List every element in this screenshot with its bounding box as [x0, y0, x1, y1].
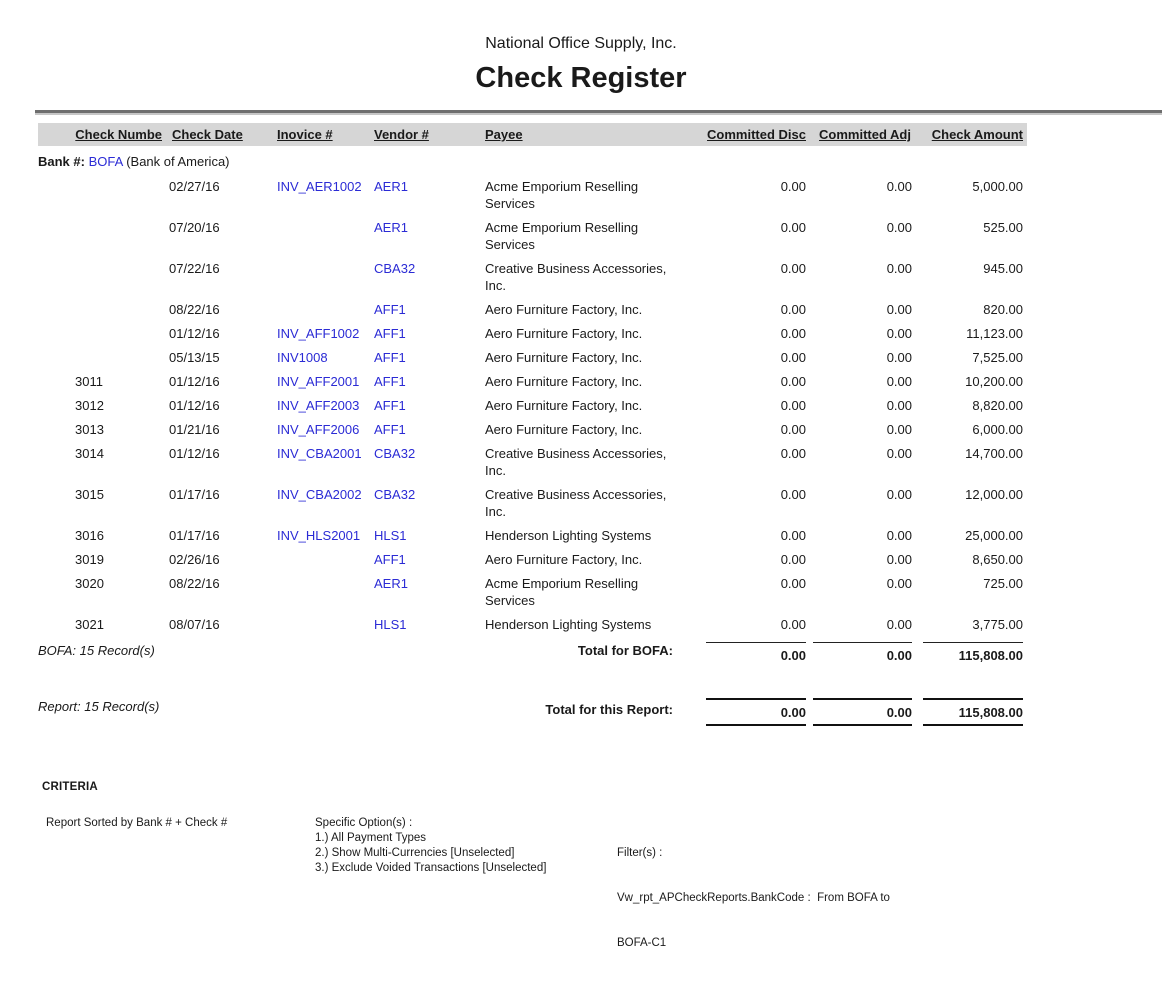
check-amount-cell: 7,525.00	[972, 350, 1023, 365]
invoice-link[interactable]: INV_CBA2002	[277, 487, 362, 502]
committed-disc-cell: 0.00	[780, 326, 806, 341]
vendor-link[interactable]: AFF1	[374, 374, 406, 389]
committed-adj-cell: 0.00	[886, 179, 912, 194]
vendor-link[interactable]: AFF1	[374, 302, 406, 317]
committed-adj-cell: 0.00	[886, 528, 912, 543]
vendor-link[interactable]: AFF1	[374, 350, 406, 365]
committed-adj-cell: 0.00	[886, 220, 912, 235]
header-invoice: Inovice #	[277, 127, 333, 142]
committed-adj-cell: 0.00	[886, 374, 912, 389]
header-check-date: Check Date	[172, 127, 243, 142]
table-row	[38, 612, 1027, 636]
table-body	[38, 174, 1027, 636]
bank-group-row	[38, 146, 1027, 174]
option-line: 1.) All Payment Types	[315, 832, 427, 844]
bank-name: (Bank of America)	[126, 154, 230, 169]
check-date-cell: 02/27/16	[169, 179, 220, 194]
committed-disc-cell: 0.00	[780, 179, 806, 194]
vendor-link[interactable]: AER1	[374, 220, 408, 235]
check-number-cell: 3020	[75, 576, 104, 591]
check-amount-cell: 525.00	[983, 220, 1023, 235]
vendor-link[interactable]: AFF1	[374, 326, 406, 341]
table-row	[38, 256, 1027, 297]
check-number-cell: 3021	[75, 617, 104, 632]
invoice-link[interactable]: INV1008	[277, 350, 328, 365]
report-total-row	[38, 694, 1027, 729]
check-amount-cell: 8,820.00	[972, 398, 1023, 413]
criteria-options	[315, 816, 617, 981]
check-amount-cell: 820.00	[983, 302, 1023, 317]
filters-title: Filter(s) :	[617, 847, 663, 859]
group-record-count: BOFA: 15 Record(s)	[38, 643, 155, 658]
vendor-link[interactable]: HLS1	[374, 528, 407, 543]
check-number-cell	[38, 297, 168, 321]
criteria-filters	[617, 816, 937, 981]
group-total-label: Total for BOFA:	[577, 643, 673, 658]
vendor-link[interactable]: HLS1	[374, 617, 407, 632]
check-amount-cell: 11,123.00	[966, 326, 1023, 341]
check-date-cell: 01/21/16	[169, 422, 220, 437]
payee-cell: Aero Furniture Factory, Inc.	[485, 398, 643, 413]
committed-disc-cell: 0.00	[780, 617, 806, 632]
vendor-link[interactable]: CBA32	[374, 261, 416, 276]
check-date-cell: 01/12/16	[169, 374, 220, 389]
table-row	[38, 369, 1027, 393]
payee-cell: Henderson Lighting Systems	[485, 617, 652, 632]
check-amount-cell: 945.00	[983, 261, 1023, 276]
header-check-number: Check Numbe	[75, 127, 162, 142]
option-line: 2.) Show Multi-Currencies [Unselected]	[315, 847, 515, 859]
payee-cell: Aero Furniture Factory, Inc.	[485, 302, 643, 317]
check-date-cell: 01/17/16	[169, 528, 220, 543]
header-committed-disc: Committed Disc	[707, 127, 806, 142]
group-total-row	[38, 636, 1027, 667]
invoice-link[interactable]: INV_HLS2001	[277, 528, 361, 543]
committed-disc-cell: 0.00	[780, 552, 806, 567]
check-number-cell: 3011	[75, 374, 103, 389]
vendor-link[interactable]: AFF1	[374, 398, 406, 413]
check-date-cell: 01/17/16	[169, 487, 220, 502]
check-amount-cell: 10,200.00	[965, 374, 1023, 389]
table-row	[38, 571, 1027, 612]
group-total-committed-disc: 0.00	[706, 642, 806, 664]
committed-disc-cell: 0.00	[780, 528, 806, 543]
invoice-link[interactable]: INV_AFF2001	[277, 374, 360, 389]
check-amount-cell: 725.00	[983, 576, 1023, 591]
committed-adj-cell: 0.00	[886, 302, 912, 317]
committed-disc-cell: 0.00	[780, 302, 806, 317]
vendor-link[interactable]: AER1	[374, 576, 408, 591]
table-row	[38, 321, 1027, 345]
check-date-cell: 08/07/16	[169, 617, 220, 632]
committed-adj-cell: 0.00	[886, 398, 912, 413]
payee-cell: Aero Furniture Factory, Inc.	[485, 552, 643, 567]
table-row	[38, 547, 1027, 571]
header-committed-adj: Committed Adj	[819, 127, 911, 142]
committed-adj-cell: 0.00	[886, 261, 912, 276]
title-divider	[35, 110, 1162, 115]
group-total-check-amount: 115,808.00	[923, 642, 1023, 664]
payee-cell: Aero Furniture Factory, Inc.	[485, 422, 643, 437]
company-name: National Office Supply, Inc.	[485, 35, 677, 52]
check-amount-cell: 14,700.00	[965, 446, 1023, 461]
check-number-cell	[38, 256, 168, 297]
payee-cell: Aero Furniture Factory, Inc.	[485, 374, 643, 389]
payee-cell: Aero Furniture Factory, Inc.	[485, 326, 643, 341]
committed-disc-cell: 0.00	[780, 446, 806, 461]
payee-cell: Creative Business Accessories, Inc.	[485, 446, 667, 478]
table-row	[38, 417, 1027, 441]
payee-cell: Aero Furniture Factory, Inc.	[485, 350, 643, 365]
invoice-link[interactable]: INV_AFF2003	[277, 398, 360, 413]
check-number-cell: 3013	[75, 422, 104, 437]
report-total-committed-disc: 0.00	[706, 698, 806, 726]
committed-disc-cell: 0.00	[780, 374, 806, 389]
table-row	[38, 345, 1027, 369]
check-date-cell: 02/26/16	[169, 552, 220, 567]
check-number-cell	[38, 174, 168, 215]
committed-disc-cell: 0.00	[780, 350, 806, 365]
table-row	[38, 393, 1027, 417]
filter-line: BOFA-C1	[617, 937, 667, 949]
header-payee: Payee	[485, 127, 523, 142]
header-check-amount: Check Amount	[931, 127, 1023, 142]
check-number-cell: 3016	[75, 528, 104, 543]
report-total-committed-adj: 0.00	[813, 698, 912, 726]
check-date-cell: 07/22/16	[169, 261, 220, 276]
option-line: 3.) Exclude Voided Transactions [Unselected]	[315, 862, 547, 874]
committed-adj-cell: 0.00	[886, 552, 912, 567]
check-amount-cell: 5,000.00	[972, 179, 1023, 194]
check-date-cell: 08/22/16	[169, 576, 220, 591]
payee-cell: Creative Business Accessories, Inc.	[485, 487, 667, 519]
committed-disc-cell: 0.00	[780, 487, 806, 502]
check-amount-cell: 3,775.00	[972, 617, 1023, 632]
check-number-cell	[38, 345, 168, 369]
committed-disc-cell: 0.00	[780, 220, 806, 235]
table-row	[38, 297, 1027, 321]
invoice-link[interactable]: INV_CBA2001	[277, 446, 362, 461]
check-date-cell: 05/13/15	[169, 350, 220, 365]
committed-adj-cell: 0.00	[886, 350, 912, 365]
check-register-table	[38, 123, 1027, 729]
payee-cell: Acme Emporium Reselling Services	[485, 179, 639, 211]
committed-disc-cell: 0.00	[780, 576, 806, 591]
report-total-label: Total for this Report:	[545, 702, 673, 717]
check-number-cell: 3015	[75, 487, 104, 502]
invoice-link[interactable]: INV_AFF2006	[277, 422, 360, 437]
committed-disc-cell: 0.00	[780, 398, 806, 413]
table-row	[38, 523, 1027, 547]
committed-adj-cell: 0.00	[886, 617, 912, 632]
payee-cell: Henderson Lighting Systems	[485, 528, 652, 543]
check-number-cell: 3014	[75, 446, 104, 461]
vendor-link[interactable]: AFF1	[374, 552, 406, 567]
committed-adj-cell: 0.00	[886, 446, 912, 461]
check-date-cell: 01/12/16	[169, 446, 220, 461]
group-total-committed-adj: 0.00	[813, 642, 912, 664]
vendor-link[interactable]: AFF1	[374, 422, 406, 437]
criteria-section	[46, 816, 1162, 981]
committed-adj-cell: 0.00	[886, 422, 912, 437]
page-title: Check Register	[475, 62, 687, 94]
check-date-cell: 08/22/16	[169, 302, 220, 317]
options-title: Specific Option(s) :	[315, 817, 413, 829]
check-date-cell: 01/12/16	[169, 398, 220, 413]
bank-label: Bank #:	[38, 154, 85, 169]
vendor-link[interactable]: AER1	[374, 179, 408, 194]
check-number-cell: 3012	[75, 398, 104, 413]
check-number-cell	[38, 215, 168, 256]
invoice-link[interactable]: INV_AER1002	[277, 179, 362, 194]
filter-line: Vw_rpt_APCheckReports.BankCode : From BOFA to	[617, 892, 890, 904]
bank-code-link[interactable]: BOFA	[88, 154, 123, 169]
table-header-row	[38, 123, 1027, 146]
check-amount-cell: 6,000.00	[972, 422, 1023, 437]
table-row	[38, 174, 1027, 215]
check-amount-cell: 8,650.00	[972, 552, 1023, 567]
payee-cell: Acme Emporium Reselling Services	[485, 576, 639, 608]
vendor-link[interactable]: CBA32	[374, 487, 416, 502]
check-date-cell: 01/12/16	[169, 326, 220, 341]
table-row	[38, 482, 1027, 523]
table-row	[38, 215, 1027, 256]
spacer-row	[38, 667, 1027, 694]
vendor-link[interactable]: CBA32	[374, 446, 416, 461]
committed-adj-cell: 0.00	[886, 326, 912, 341]
payee-cell: Acme Emporium Reselling Services	[485, 220, 639, 252]
committed-disc-cell: 0.00	[780, 422, 806, 437]
check-number-cell: 3019	[75, 552, 104, 567]
committed-adj-cell: 0.00	[886, 487, 912, 502]
table-row	[38, 441, 1027, 482]
report-record-count: Report: 15 Record(s)	[38, 699, 160, 714]
check-number-cell	[38, 321, 168, 345]
criteria-heading: CRITERIA	[42, 781, 98, 793]
committed-disc-cell: 0.00	[780, 261, 806, 276]
check-amount-cell: 12,000.00	[965, 487, 1023, 502]
committed-adj-cell: 0.00	[886, 576, 912, 591]
header-vendor: Vendor #	[374, 127, 429, 142]
report-total-check-amount: 115,808.00	[923, 698, 1023, 726]
check-date-cell: 07/20/16	[169, 220, 220, 235]
criteria-sort: Report Sorted by Bank # + Check #	[46, 817, 228, 829]
payee-cell: Creative Business Accessories, Inc.	[485, 261, 667, 293]
invoice-link[interactable]: INV_AFF1002	[277, 326, 360, 341]
check-amount-cell: 25,000.00	[965, 528, 1023, 543]
